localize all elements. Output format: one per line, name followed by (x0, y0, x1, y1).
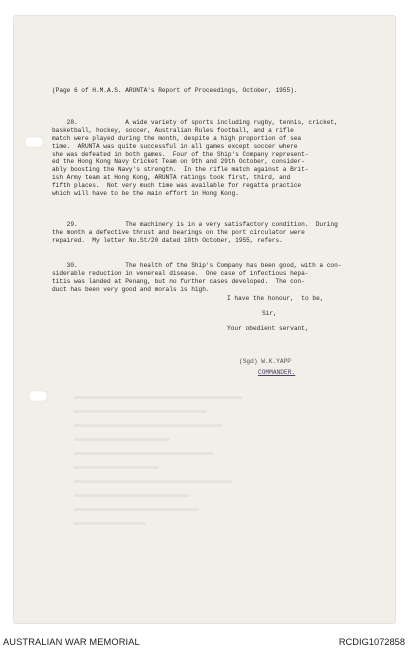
closing-honour: I have the honour, to be, (227, 295, 324, 302)
paragraph-29 (52, 213, 338, 253)
document-page (14, 16, 395, 623)
punch-hole-upper (24, 136, 44, 148)
paragraph-body: A wide variety of sports including rugby, tennis, cricket, basketball, hockey, soccer, Australian Rules football, and a rifle match were played during the month, despite a high proportion of sea time. ARUNTA was quite successful in all games except soccer where she was defeated in both games. Four of the Ship's Company represent- ed the Hong Kong Navy Cricket Team on 9th and 29th October, consider- ably boosting the Navy's strength. In the rifle match against a Brit- ish Army team at Hong Kong, ARUNTA ratings took first, third, and fifth places. Not very much time was available for regatta practice which will have to be the main effort in Hong Kong. (52, 118, 338, 198)
signature: (Sgd) W.K.YAPP (239, 358, 291, 365)
paragraph-number: 28. (66, 118, 78, 126)
archive-footer (0, 628, 409, 654)
closing-salutation: Sir, (262, 310, 277, 317)
archive-reference: RCDIG1072858 (338, 637, 405, 647)
paragraph-28 (52, 111, 338, 206)
closing-servant: Your obedient servant, (227, 325, 309, 332)
punch-hole-lower (28, 390, 48, 402)
signatory-title: COMMANDER. (258, 369, 296, 376)
paragraph-number: 30. (66, 261, 78, 269)
paragraph-number: 29. (66, 220, 78, 228)
page-header: (Page 6 of H.M.A.S. ARUNTA's Report of Proceedings, October, 1955). (52, 87, 298, 94)
show-through-text (74, 396, 314, 596)
paragraph-body: The machinery is in a very satisfactory condition. During the month a defective thrust and bearings on the port circulator were repaired. My letter No.St/20 dated 10th October, 1955, refers. (52, 220, 338, 244)
archive-source: AUSTRALIAN WAR MEMORIAL (3, 637, 140, 647)
paragraph-body: The health of the Ship's Company has been good, with a con- siderable reduction in venereal disease. One case of infectious hepa- titis was landed at Penang, but no further cases developed. The con- duct has been very good and morals is high. (52, 261, 342, 293)
